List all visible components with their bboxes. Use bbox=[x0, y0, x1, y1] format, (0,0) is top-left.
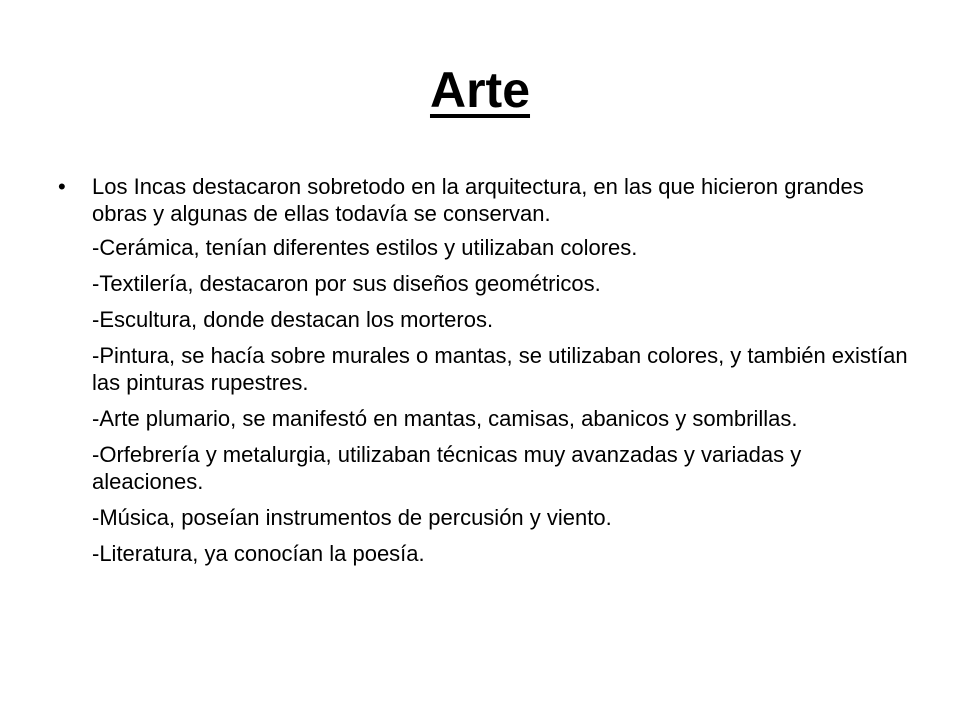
sub-item-arte-plumario: -Arte plumario, se manifestó en mantas, camisas, abanicos y sombrillas. bbox=[92, 406, 798, 431]
sub-item-escultura: -Escultura, donde destacan los morteros. bbox=[92, 307, 494, 332]
sub-item-pintura: -Pintura, se hacía sobre murales o mantas, se utilizaban colores, y también existían las pinturas rupestres. bbox=[92, 343, 908, 395]
bullet-icon: • bbox=[58, 174, 66, 199]
bullet-text: Los Incas destacaron sobretodo en la arquitectura, en las que hicieron grandes obras y algunas de ellas todavía se conservan. bbox=[92, 174, 864, 226]
sub-item-musica: -Música, poseían instrumentos de percusión y viento. bbox=[92, 505, 612, 530]
sub-item-ceramica: -Cerámica, tenían diferentes estilos y utilizaban colores. bbox=[92, 235, 638, 260]
sub-item-orfebreria: -Orfebrería y metalurgia, utilizaban técnicas muy avanzadas y variadas y aleaciones. bbox=[92, 442, 802, 494]
sub-item-literatura: -Literatura, ya conocían la poesía. bbox=[92, 541, 425, 566]
slide-title-text: Arte bbox=[429, 62, 531, 118]
sub-item-textileria: -Textilería, destacaron por sus diseños geométricos. bbox=[92, 271, 601, 296]
slide-title bbox=[0, 60, 960, 120]
slide-body bbox=[58, 173, 918, 576]
bullet-item bbox=[58, 173, 918, 227]
